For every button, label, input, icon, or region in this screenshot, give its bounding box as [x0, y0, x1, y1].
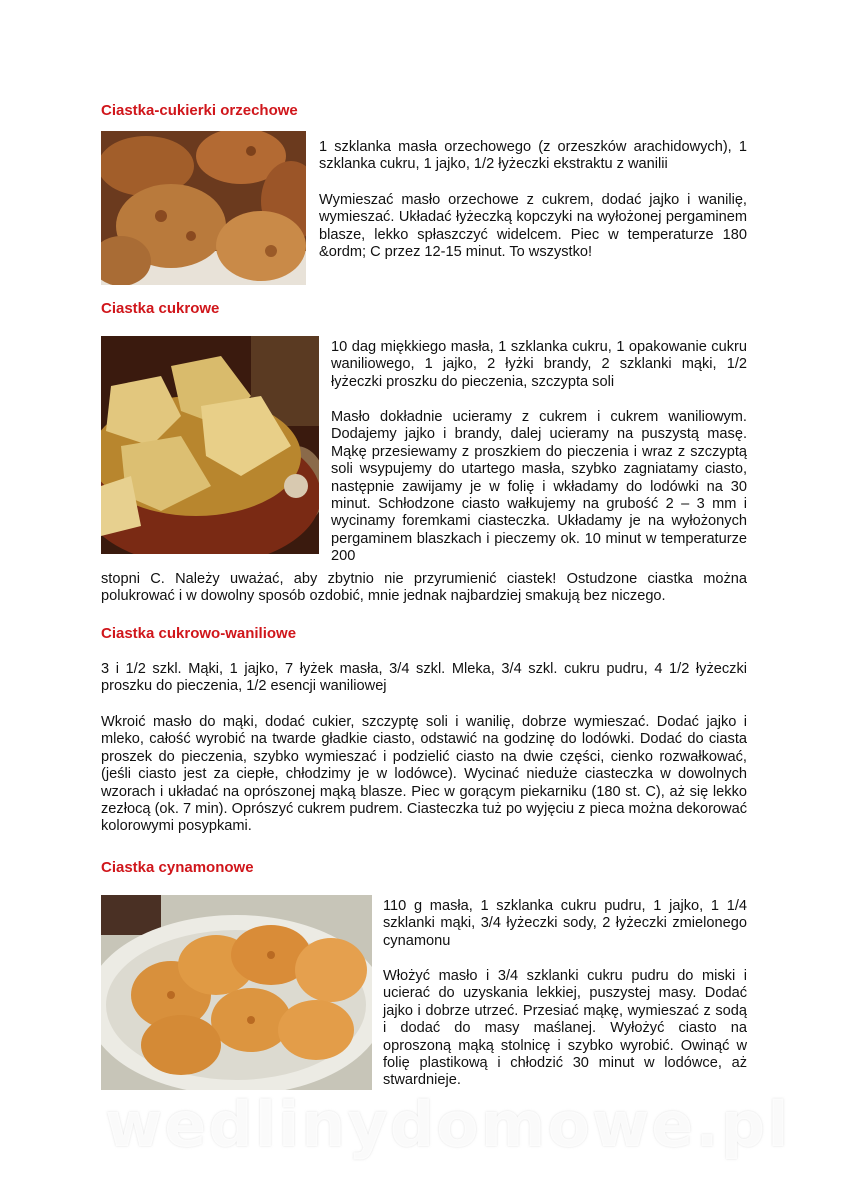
recipe-ingredients-cinnamon: 110 g masła, 1 szklanka cukru pudru, 1 jajko, 1 1/4 szklanki mąki, 3/4 łyżeczki sody, 2 łyżeczki zmielonego cynamonu	[383, 898, 747, 949]
peanut-butter-cookies-photo	[101, 131, 306, 285]
recipe-title-sugar: Ciastka cukrowe	[101, 300, 220, 317]
recipe-title-vanilla: Ciastka cukrowo-waniliowe	[101, 625, 297, 642]
recipe-title-peanut: Ciastka-cukierki orzechowe	[101, 102, 298, 119]
recipe-method-vanilla: Wkroić masło do mąki, dodać cukier, szczyptę soli i wanilię, dobrze wymieszać. Dodać jajko i mleko, całość wyrobić na twarde gładkie ciasto, odstawić na godzinę do lodówki. Dodać do ciasta proszek do pieczenia, szybko wymieszać i podzielić ciasto na dwie części, cienko rozwałkować, (jeśli ciasto jest za ciepłe, chłodzimy je w lodówce). Wycinać nieduże ciasteczka w dowolnych wzorach i układać na oprószonej mąką blasze. Piec w gorącym piekarniku (180 st. C), aż się lekko zezłocą (ok. 7 min). Oprószyć cukrem pudrem. Ciasteczka tuż po wyjęciu z pieca można dekorować kolorowymi posypkami.	[101, 714, 747, 835]
sugar-cookies-bowl-photo	[101, 336, 319, 554]
recipe-ingredients-vanilla: 3 i 1/2 szkl. Mąki, 1 jajko, 7 łyżek masła, 3/4 szkl. Mleka, 3/4 szkl. cukru pudru, 4 1/2 łyżeczki proszku do pieczenia, 1/2 esencji waniliowej	[101, 661, 747, 695]
recipe-method-peanut: Wymieszać masło orzechowe z cukrem, dodać jajko i wanilię, wymieszać. Układać łyżeczką kopczyki na wyłożonej pergaminem blasze, lekko spłaszczyć widelcem. Piec w temperaturze 180 &ordm; C przez 12-15 minut. To wszystko!	[319, 192, 747, 261]
recipe-ingredients-sugar: 10 dag miękkiego masła, 1 szklanka cukru, 1 opakowanie cukru waniliowego, 1 jajko, 2 łyżki brandy, 2 szklanki mąki, 1/2 łyżeczki proszku do pieczenia, szczypta soli	[331, 339, 747, 390]
watermark: wedlinydomowe.pl	[105, 1088, 791, 1161]
recipe-method-sugar-wrapped: Masło dokładnie ucieramy z cukrem i cukrem waniliowym. Dodajemy jajko i brandy, dalej ucieramy na puszystą masę. Mąkę przesiewamy z proszkiem do pieczenia i wraz z szczyptą soli wsypujemy do utartego masła, szybko zagniatamy ciasto, następnie zawijamy je w folię i wkładamy do lodówki na 30 minut. Schłodzone ciasto wałkujemy na grubość 2 – 3 mm i wycinamy foremkami ciasteczka. Układamy je na wyłożonych pergaminem blaszkach i pieczemy ok. 10 minut w temperaturze 200	[331, 409, 747, 565]
recipe-method-cinnamon: Włożyć masło i 3/4 szklanki cukru pudru do miski i ucierać do uzyskania lekkiej, puszystej masy. Dodać jajko i dobrze utrzeć. Przesiać mąkę, wymieszać z sodą i dodać do masy maślanej. Wyłożyć ciasto na oproszoną mąką stolnicę i szybko wyrobić. Owinąć w folię plastikową i chłodzić 30 minut w lodówce, aż stwardnieje.	[383, 968, 747, 1089]
cinnamon-cookies-plate-photo	[101, 895, 372, 1090]
recipe-ingredients-peanut: 1 szklanka masła orzechowego (z orzeszków arachidowych), 1 szklanka cukru, 1 jajko, 1/2 łyżeczki ekstraktu z wanilii	[319, 139, 747, 173]
recipe-method-sugar-continued: stopni C. Należy uważać, aby zbytnio nie przyrumienić ciastek! Ostudzone ciastka można polukrować i w dowolny sposób ozdobić, mnie jednak najbardziej smakują bez niczego.	[101, 571, 747, 605]
recipe-title-cinnamon: Ciastka cynamonowe	[101, 859, 254, 876]
